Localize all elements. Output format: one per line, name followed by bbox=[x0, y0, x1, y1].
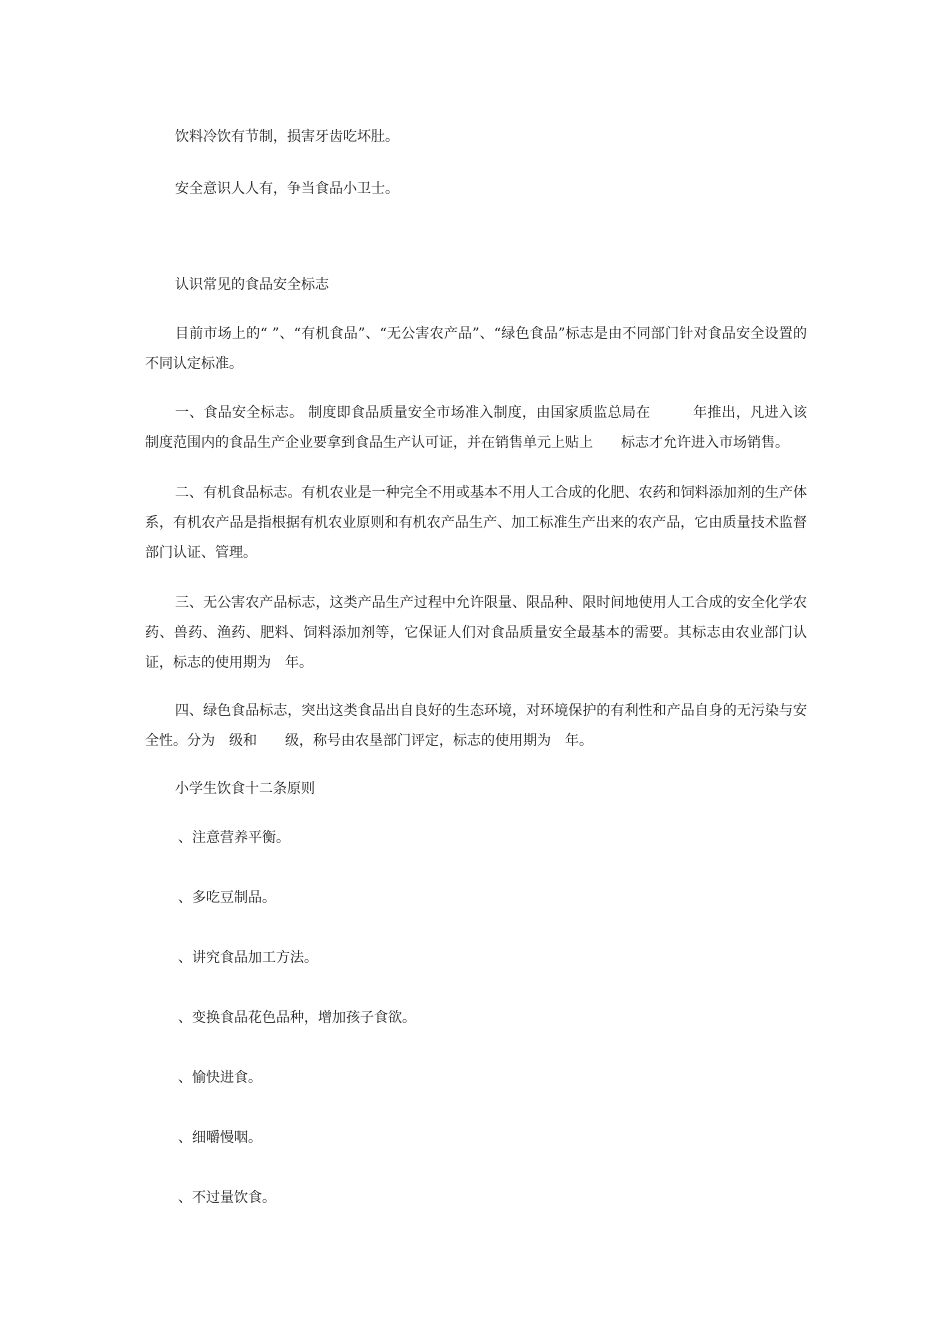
paragraph-food-safety-mark: 一、食品安全标志。 制度即食品质量安全市场准入制度，由国家质监总局在 年推出，凡进入该制度范围内的食品生产企业要拿到食品生产认可证，并在销售单元上贴上 标志才允许进入市场销售。 bbox=[145, 405, 807, 451]
list-item: 、不过量饮食。 bbox=[178, 1190, 276, 1206]
intro-line-1: 饮料冷饮有节制，损害牙齿吃坏肚。 bbox=[175, 129, 399, 145]
list-item: 、细嚼慢咽。 bbox=[178, 1130, 262, 1146]
list-item: 、讲究食品加工方法。 bbox=[178, 950, 318, 966]
list-item: 、变换食品花色品种，增加孩子食欲。 bbox=[178, 1010, 416, 1026]
paragraph-intro: 目前市场上的“ ”、“有机食品”、“无公害农产品”、“绿色食品”标志是由不同部门针对食品安全设置的不同认定标准。 bbox=[145, 326, 807, 372]
paragraph-green-food-mark: 四、绿色食品标志，突出这类食品出自良好的生态环境，对环境保护的有利性和产品自身的无污染与安全性。分为 级和 级，称号由农垦部门评定，标志的使用期为 年。 bbox=[145, 703, 807, 749]
list-item: 、愉快进食。 bbox=[178, 1070, 262, 1086]
section-title: 认识常见的食品安全标志 bbox=[175, 277, 329, 293]
list-item: 、注意营养平衡。 bbox=[178, 830, 290, 846]
list-item: 、多吃豆制品。 bbox=[178, 890, 276, 906]
principles-title: 小学生饮食十二条原则 bbox=[175, 781, 315, 797]
paragraph-pollution-free-mark: 三、无公害农产品标志，这类产品生产过程中允许限量、限品种、限时间地使用人工合成的安全化学农药、兽药、渔药、肥料、饲料添加剂等，它保证人们对食品质量安全最基本的需要。其标志由农业部门认证，标志的使用期为 年。 bbox=[145, 595, 807, 671]
intro-line-2: 安全意识人人有，争当食品小卫士。 bbox=[175, 181, 399, 197]
paragraph-organic-food-mark: 二、有机食品标志。有机农业是一种完全不用或基本不用人工合成的化肥、农药和饲料添加剂的生产体系，有机农产品是指根据有机农业原则和有机农产品生产、加工标准生产出来的农产品，它由质量技术监督部门认证、管理。 bbox=[145, 485, 807, 561]
